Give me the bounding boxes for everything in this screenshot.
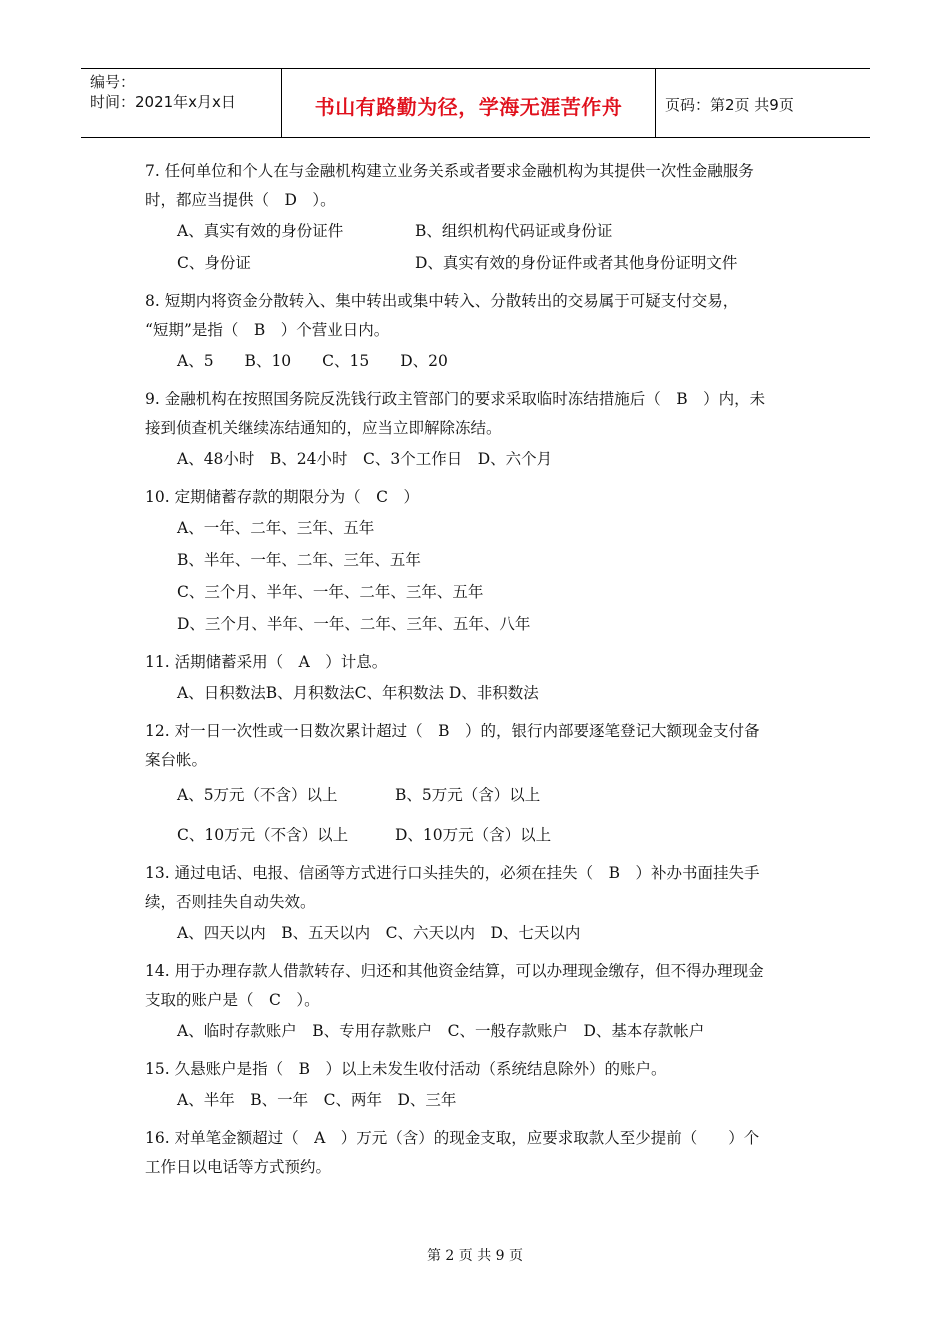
- option-c: C、10万元（不含）以上: [177, 826, 349, 844]
- option-row: [145, 775, 810, 815]
- header-meta: [90, 72, 236, 112]
- question-item: [145, 287, 810, 377]
- question-item: [145, 957, 810, 1047]
- question-stem: 14. 用于办理存款人借款转存、归还和其他资金结算，可以办理现金缴存，但不得办理现金: [145, 962, 764, 980]
- header-date-label: 时间：2021年x月x日: [90, 93, 236, 111]
- option-a: A、5万元（不含）以上: [177, 786, 338, 804]
- option-line: A、一年、二年、三年、五年: [177, 519, 375, 537]
- question-item: [145, 1055, 810, 1116]
- option-row: [145, 247, 810, 279]
- header-page-info: 页码：第2页 共9页: [665, 96, 794, 114]
- option-a: A、真实有效的身份证件: [177, 222, 344, 240]
- option-line: B、半年、一年、二年、三年、五年: [177, 551, 421, 569]
- option-line: A、48小时 B、24小时 C、3个工作日 D、六个月: [177, 450, 553, 468]
- page-header: [81, 68, 870, 138]
- option-line: A、半年 B、一年 C、两年 D、三年: [177, 1091, 457, 1109]
- question-stem: 11. 活期储蓄采用（ A ）计息。: [145, 653, 388, 671]
- question-item: [145, 859, 810, 949]
- question-item: [145, 157, 810, 279]
- page-footer: 第 2 页 共 9 页: [426, 1248, 524, 1264]
- question-item: [145, 385, 810, 475]
- question-item: [145, 1124, 810, 1182]
- question-stem: 时，都应当提供（ D ）。: [145, 191, 336, 209]
- option-line: C、三个月、半年、一年、二年、三年、五年: [177, 583, 484, 601]
- option-d: D、10万元（含）以上: [395, 826, 552, 844]
- header-divider: [655, 69, 656, 137]
- question-stem: 16. 对单笔金额超过（ A ）万元（含）的现金支取，应要求取款人至少提前（ ）个: [145, 1129, 760, 1147]
- header-motto: 书山有路勤为径，学海无涯苦作舟: [314, 95, 623, 119]
- question-stem: 工作日以电话等方式预约。: [145, 1158, 332, 1176]
- option-row: [145, 815, 810, 855]
- option-line: A、日积数法B、月积数法C、年积数法 D、非积数法: [177, 684, 539, 702]
- question-stem: “短期”是指（ B ）个营业日内。: [145, 321, 390, 339]
- question-stem: 10. 定期储蓄存款的期限分为（ C ）: [145, 488, 419, 506]
- question-stem: 支取的账户是（ C ）。: [145, 991, 320, 1009]
- option-d: D、真实有效的身份证件或者其他身份证明文件: [415, 254, 738, 272]
- option-b: B、组织机构代码证或身份证: [415, 222, 613, 240]
- question-stem: 9. 金融机构在按照国务院反洗钱行政主管部门的要求采取临时冻结措施后（ B ）内，未: [145, 390, 766, 408]
- question-stem: 13. 通过电话、电报、信函等方式进行口头挂失的，必须在挂失（ B ）补办书面挂失手: [145, 864, 760, 882]
- question-stem: 15. 久悬账户是指（ B ）以上未发生收付活动（系统结息除外）的账户。: [145, 1060, 667, 1078]
- question-list: [145, 157, 810, 1186]
- question-item: [145, 717, 810, 855]
- question-stem: 7. 任何单位和个人在与金融机构建立业务关系或者要求金融机构为其提供一次性金融服务: [145, 162, 754, 180]
- option-line: A、四天以内 B、五天以内 C、六天以内 D、七天以内: [177, 924, 581, 942]
- option-line: A、5 B、10 C、15 D、20: [177, 352, 448, 370]
- option-line: D、三个月、半年、一年、二年、三年、五年、八年: [177, 615, 531, 633]
- question-stem: 续，否则挂失自动失效。: [145, 893, 316, 911]
- question-stem: 8. 短期内将资金分散转入、集中转出或集中转入、分散转出的交易属于可疑支付交易，: [145, 292, 739, 310]
- option-c: C、身份证: [177, 254, 251, 272]
- question-stem: 案台帐。: [145, 751, 208, 769]
- question-item: [145, 648, 810, 709]
- option-b: B、5万元（含）以上: [395, 786, 541, 804]
- header-number-label: 编号：: [90, 73, 136, 91]
- option-line: A、临时存款账户 B、专用存款账户 C、一般存款账户 D、基本存款帐户: [177, 1022, 705, 1040]
- question-item: [145, 483, 810, 640]
- option-row: [145, 215, 810, 247]
- question-stem: 接到侦查机关继续冻结通知的，应当立即解除冻结。: [145, 419, 502, 437]
- question-stem: 12. 对一日一次性或一日数次累计超过（ B ）的，银行内部要逐笔登记大额现金支付备: [145, 722, 760, 740]
